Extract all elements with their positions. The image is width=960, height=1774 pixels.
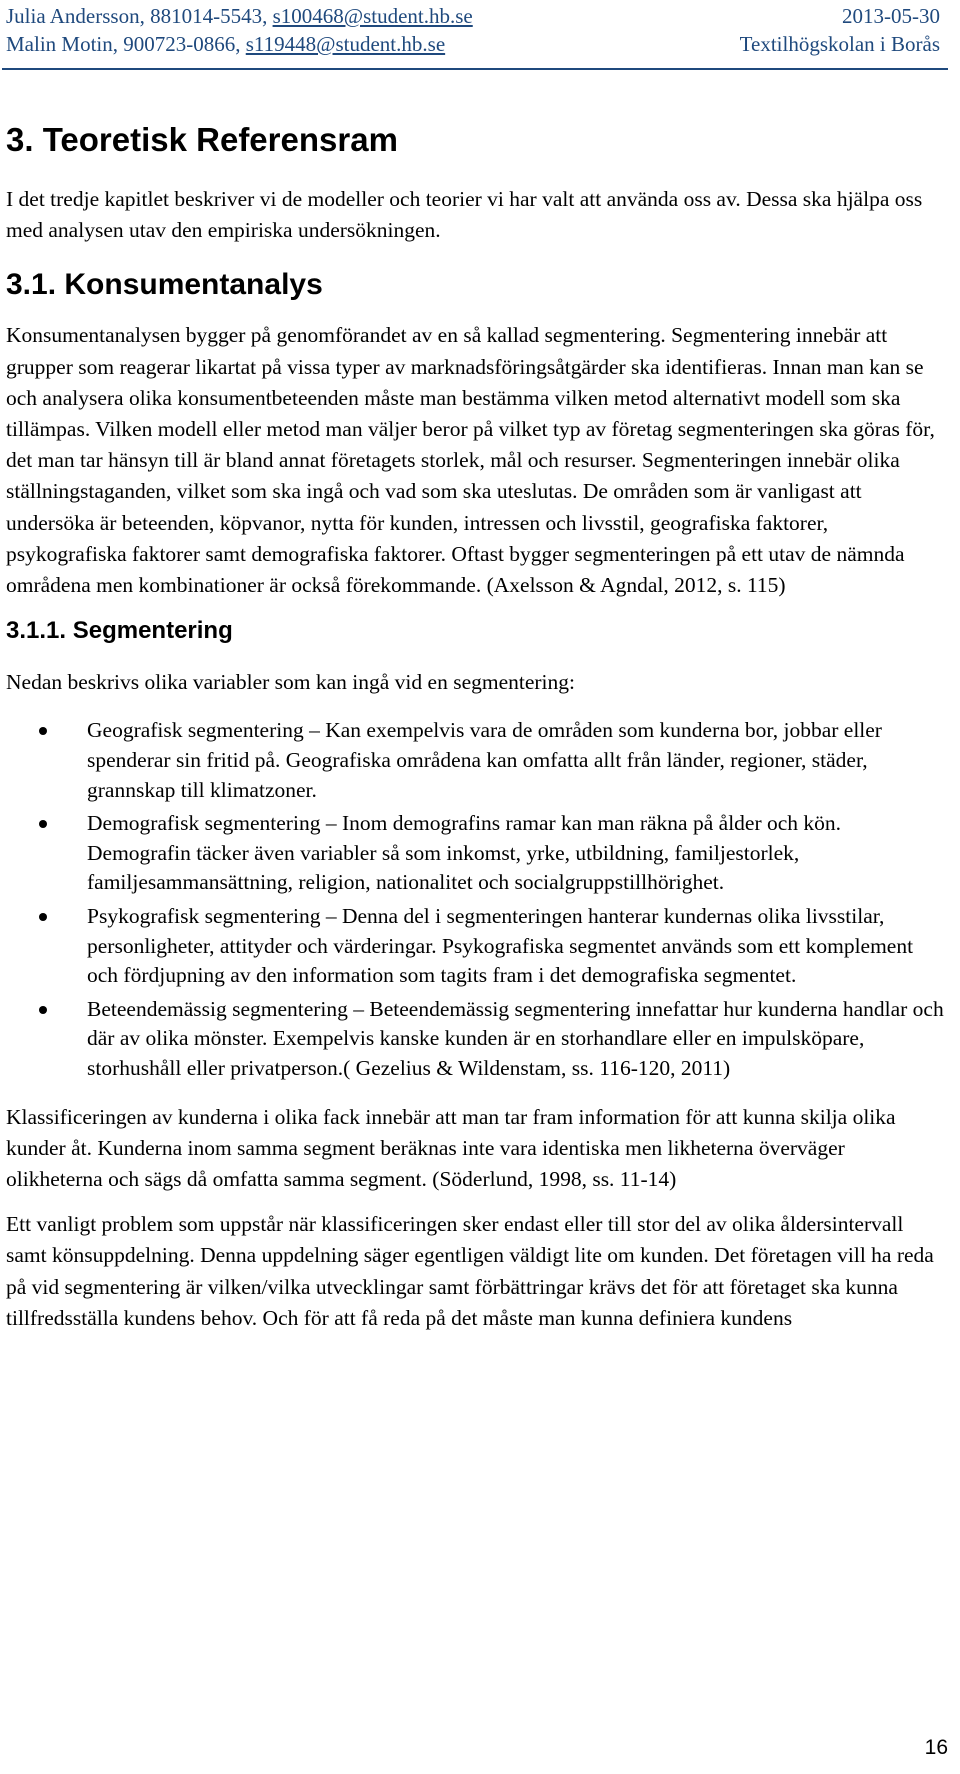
author-2-email-link[interactable]: s119448@student.hb.se	[245, 32, 446, 56]
section-intro-paragraph: I det tredje kapitlet beskriver vi de modeller och teorier vi har valt att använda oss av. Dessa ska hjälpa oss med analysen utav den empiriska undersökningen.	[6, 187, 923, 243]
header-line-2	[6, 30, 940, 58]
header-institution: Textilhögskolan i Borås	[739, 32, 940, 56]
author-1	[6, 2, 473, 30]
page-content	[6, 110, 946, 1348]
page-number: 16	[924, 1736, 948, 1759]
bullet-icon	[39, 1006, 47, 1014]
list-item-geographic	[6, 716, 946, 805]
author-2-details: Malin Motin, 900723-0866,	[6, 32, 246, 56]
subsubsection-heading: 3.1.1. Segmentering	[6, 617, 233, 645]
author-1-email-link[interactable]: s100468@student.hb.se	[272, 4, 473, 28]
bullet-icon	[39, 913, 47, 921]
page-header	[6, 2, 940, 58]
author-1-details: Julia Andersson, 881014-5543,	[6, 4, 273, 28]
list-item-text: Psykografisk segmentering – Denna del i segmenteringen hanterar kundernas olika livsstilar, personligheter, attityder och värderingar. Psykografiska segmentet används som ett komplement och fördjupning av den information som tagits fram i det demografiska segmentet.	[87, 904, 914, 988]
list-item-psychographic	[6, 902, 946, 991]
header-line-1	[6, 2, 940, 30]
list-item-text: Demografisk segmentering – Inom demografins ramar kan man räkna på ålder och kön. Demografin täcker även variabler så som inkomst, yrke, utbildning, familjestorlek, familjesammansättning, religion, nationalitet och socialgruppstillhörighet.	[87, 811, 842, 895]
konsumentanalys-paragraph: Konsumentanalysen bygger på genomförandet av en så kallad segmentering. Segmentering innebär att grupper som reagerar likartat på vissa typer av marknadsföringsåtgärder ska identifieras. Innan man kan se och analysera olika konsumentbeteenden måste man bestämma vilken metod alternativt modell som ska tillämpas. Vilken modell eller metod man väljer beror på vilket typ av företag segmenteringen ska göras för, det man tar hänsyn till är bland annat företagets storlek, mål och resurser. Segmenteringen innebär olika ställningstaganden, vilket som ska ingå och vad som ska uteslutas. De områden som är vanligast att undersöka är beteenden, köpvanor, nytta för kunden, intressen och livsstil, geografiska faktorer, psykografiska faktorer samt demografiska faktorer. Oftast bygger segmenteringen på ett utav de nämnda områdena men kombinationer är också förekommande. (Axelsson & Agndal, 2012, s. 115)	[6, 323, 935, 598]
list-item-text: Geografisk segmentering – Kan exempelvis vara de områden som kunderna bor, jobbar eller spenderar sin fritid på. Geografiska områdena kan omfatta allt från länder, regioner, städer, grannskap till klimatzoner.	[87, 718, 882, 802]
author-2	[6, 30, 445, 58]
segmentering-lead-paragraph: Nedan beskrivs olika variabler som kan ingå vid en segmentering:	[6, 670, 575, 695]
section-heading: 3. Teoretisk Referensram	[6, 121, 398, 158]
list-item-demographic	[6, 809, 946, 898]
list-item-behavioral	[6, 995, 946, 1084]
subsection-heading: 3.1. Konsumentanalys	[6, 268, 323, 302]
header-divider	[2, 68, 948, 70]
problem-paragraph: Ett vanligt problem som uppstår när klassificeringen sker endast eller till stor del av olika åldersintervall samt könsuppdelning. Denna uppdelning säger egentligen väldigt lite om kunden. Det företagen vill ha reda på vid segmentering är vilken/vilka utvecklingar samt förbättringar krävs det för att företaget ska kunna tillfredsställa kundens behov. Och för att få reda på det måste man kunna definiera kundens	[6, 1212, 934, 1330]
classification-paragraph: Klassificeringen av kunderna i olika fack innebär att man tar fram information för att kunna skilja olika kunder åt. Kunderna inom samma segment beräknas inte vara identiska men likheterna överväger olikheterna och sägs då omfatta samma segment. (Söderlund, 1998, ss. 11-14)	[6, 1104, 896, 1191]
header-date: 2013-05-30	[842, 4, 940, 28]
bullet-icon	[39, 727, 47, 735]
list-item-text: Beteendemässig segmentering – Beteendemässig segmentering innefattar hur kunderna handlar och där av olika mönster. Exempelvis kanske kunden är en storhandlare eller en impulsköpare, storhushåll eller privatperson.( Gezelius & Wildenstam, ss. 116-120, 2011)	[87, 996, 944, 1080]
segmentation-variables-list	[6, 716, 946, 1083]
bullet-icon	[39, 820, 47, 828]
